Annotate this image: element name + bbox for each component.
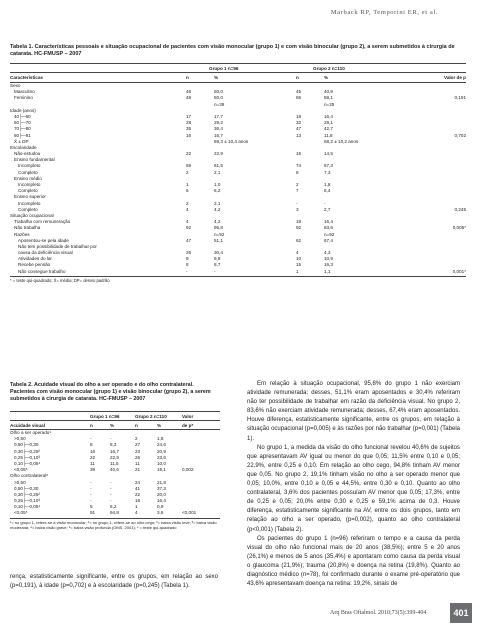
table-cell: Aposentou-se pela idade — [18, 237, 69, 243]
table-cell: 62 — [296, 237, 302, 243]
table-cell: 20,0 — [157, 491, 166, 497]
table-cell: 2 — [186, 169, 189, 175]
table1-group2-label: Grupo 2 n=110 — [313, 65, 345, 71]
table-cell: 91 — [90, 510, 96, 516]
table-cell: 8,7 — [214, 262, 221, 268]
table1-column-header — [10, 72, 466, 83]
table-cell: 0,10├─0,05⁴ — [14, 504, 41, 510]
table-cell: >0,50 — [14, 479, 26, 485]
table2-value-label: Valor — [182, 413, 194, 419]
table1-column-header-5: Valor de p — [444, 75, 466, 80]
table-cell: 9 — [186, 256, 189, 262]
table-cell: 11 — [90, 460, 95, 466]
table-cell: Completo — [18, 206, 38, 212]
table-cell: - — [186, 268, 188, 274]
table-cell: n=25 — [324, 101, 335, 107]
table-cell: 16,4 — [324, 113, 333, 119]
table-cell: 32 — [296, 120, 302, 126]
table-cell: 30,4 — [214, 250, 223, 256]
table-cell: Razões — [14, 231, 30, 237]
table2-group1-label: Grupo 1 n=96 — [90, 413, 120, 419]
table-cell: 23 — [135, 448, 141, 454]
table-cell: - — [110, 485, 112, 491]
table-cell: - — [214, 268, 216, 274]
table-cell: 4,3 — [324, 250, 331, 256]
table-cell: - — [90, 498, 92, 504]
table2-column-header-3: n — [135, 422, 138, 428]
table-cell: 0,25├─0,10³ — [14, 498, 40, 504]
table-cell: 26 — [186, 250, 192, 256]
table-cell: 8 — [90, 442, 93, 448]
table-cell: 83,6 — [324, 225, 333, 231]
table-cell: 0,191 — [454, 95, 466, 101]
table-cell: 74 — [296, 163, 302, 169]
table-cell: - — [110, 498, 112, 504]
table-cell: 26 — [135, 454, 141, 460]
table-cell: 10,9 — [324, 256, 333, 262]
table-cell: 22,9 — [110, 454, 119, 460]
table-cell: 92 — [296, 225, 302, 231]
table-cell: 8 — [296, 169, 299, 175]
table-cell: Sexo — [10, 83, 21, 88]
table2-group-header — [10, 411, 220, 420]
table-cell: 0,30├─0,25² — [14, 448, 40, 454]
table-cell: 28 — [186, 120, 192, 126]
table-cell: 36,4 — [214, 126, 223, 132]
table-cell: - — [110, 479, 112, 485]
table-cell: 0,001* — [452, 268, 466, 274]
table-cell: 17 — [186, 113, 192, 119]
table-cell: Ensino superior — [14, 194, 46, 200]
table-cell: 4 — [186, 219, 189, 225]
table-cell: Não consegue trabalho — [18, 268, 66, 274]
journal-citation: Arq Bras Oftalmol. 2010;73(5):399-404 — [330, 610, 427, 616]
table-row — [10, 269, 466, 275]
table-cell: Feminino — [14, 95, 33, 101]
table-cell: 39 — [90, 467, 96, 473]
table-cell: 1 — [186, 182, 189, 187]
table1-body — [10, 83, 466, 275]
table-cell: 4 — [135, 510, 138, 516]
table-cell: 27 — [135, 442, 141, 448]
table-cell: 11,5 — [110, 460, 119, 466]
table1-column-header-0: Características — [10, 75, 43, 80]
table1-column-header-1: n — [186, 75, 189, 80]
table-cell: 10 — [296, 256, 302, 262]
table-cell: 41 — [135, 485, 141, 491]
table-cell: 1,1 — [324, 268, 331, 274]
table-cell: 1,8 — [157, 436, 164, 442]
table-cell: 19,1 — [157, 467, 166, 473]
table-cell: 3,6 — [157, 510, 164, 516]
table-cell: 35 — [186, 126, 192, 132]
table1-group-header — [10, 63, 466, 72]
table1-caption: Tabela 1. Características pessoais e situação ocupacional de pacientes com visão monocular (grupo 1) e com visão binocular (grupo 2), a serem submetidos à cirurgia de catarata. HC-FMUSP – 2007 — [10, 44, 455, 57]
table-cell: 67,3 — [324, 163, 333, 169]
table2-column-header-1: n — [90, 422, 93, 428]
table-cell: 47 — [296, 126, 302, 132]
table-cell: Situação ocupacional — [10, 212, 54, 218]
table-cell: Recebe pensão — [18, 262, 51, 268]
table-cell: Ensino fundamental — [14, 157, 55, 163]
table-cell: 16,7 — [110, 448, 119, 454]
table-cell: 37,3 — [157, 485, 166, 491]
body-paragraph: Em relação à situação ocupacional, 95,8% do grupo 1 não exerciam atividade remunerada; desses, 51,1% eram aposentados e 30,4% referiram não ter possibilidade de trabalhar em razão da deficiência visual. No grupo 2, 83,6% não exerciam atividade remunerada; desses, 67,4% eram aposentados. Houve diferença, estatisticamente significante, entre os grupos, em relação à situação ocupacional (p=0,005) e às razões por não trabalhar (p=0,001) (Tabela 1). — [247, 381, 460, 442]
table-cell: Incompleto — [18, 163, 41, 169]
table1-column-header-3: n — [296, 75, 299, 80]
table-cell: 92 — [186, 225, 192, 231]
table-cell: Olho contralateral⁶ — [10, 473, 49, 479]
table-cell: 2,1 — [214, 200, 221, 206]
table-cell: 0,25├─0,10³ — [14, 454, 40, 460]
table-cell: 16 — [90, 448, 96, 454]
table-cell: 70├─80 — [14, 126, 31, 132]
table-cell: causa da deficiência visual — [18, 250, 73, 256]
table-cell: 2,1 — [214, 169, 221, 175]
table-cell: 21 — [135, 467, 141, 473]
table-cell: Ensino médio — [14, 175, 42, 181]
table-cell: 1 — [296, 268, 299, 274]
table-cell: 11,8 — [324, 132, 333, 138]
table1-group1-label: Grupo 1 n=96 — [209, 65, 239, 71]
table-cell: 2 — [186, 200, 189, 206]
table-cell: 6 — [186, 188, 189, 194]
table-cell: 16,3 — [324, 262, 333, 268]
table-cell: - — [296, 200, 298, 206]
table-cell: Incompleto — [18, 182, 41, 187]
table-cell: 22 — [186, 151, 192, 157]
table-cell: 4 — [296, 250, 299, 256]
table1 — [10, 63, 466, 283]
table-cell: 60├─70 — [14, 120, 31, 126]
table-cell: 18 — [296, 113, 302, 119]
table2-body — [10, 430, 220, 517]
table-cell: 40,6 — [110, 467, 119, 473]
table-cell: 1,8 — [324, 182, 331, 187]
running-head: Marback RP, Temporini ER, et al. — [330, 9, 438, 16]
table-cell: Completo — [18, 188, 38, 194]
table-cell: >0,50 — [14, 436, 26, 442]
table2-caption: Tabela 2. Acuidade visual do olho a ser operado e do olho contralateral. Pacientes com visão monocular (grupo 1) e visão binocular (grupo 2), a serem submetidos à cirurgia de catarata. HC-FMUSP – 2007 — [10, 382, 211, 402]
table-cell: Escolaridade — [10, 144, 37, 150]
table-cell: 2,7 — [324, 206, 331, 212]
table-cell: 4 — [186, 206, 189, 212]
body-text-left: rença, estatisticamente significante, entre os grupos, em relação ao sexo (p=0,191), à idade (p=0,702) e à escolaridade (p=0,245) (Tabela 1). — [10, 574, 218, 589]
table-cell: 0,005* — [452, 225, 466, 231]
table-cell: 3 — [296, 206, 299, 212]
table-cell: 29,1 — [324, 120, 333, 126]
table-cell: Não trabalha — [14, 225, 41, 231]
table-row — [10, 510, 220, 516]
table-cell: - — [90, 491, 92, 497]
table-cell: 5,2 — [110, 504, 117, 510]
table-cell: 48 — [186, 95, 192, 101]
table-cell: 6,4 — [324, 188, 331, 194]
table2-column-header-4: % — [157, 422, 162, 428]
table-cell: 8,3 — [110, 442, 117, 448]
table-cell: <0,05⁵ — [14, 467, 28, 473]
table-cell: 0,50├─0,30 — [14, 485, 39, 491]
table-cell: 0,702 — [454, 132, 466, 138]
table-cell: Trabalha com remuneração — [14, 219, 71, 225]
table-cell: Idade (anos) — [10, 107, 36, 113]
table-cell: 22,9 — [214, 151, 223, 157]
table-cell: 65 — [296, 95, 302, 101]
table2-group2-label: Grupo 2 n=110 — [135, 413, 167, 419]
page-number: 401 — [450, 603, 472, 623]
table-cell: 6,2 — [214, 188, 221, 194]
body-text-right — [247, 380, 460, 589]
table-cell: 67,4 — [324, 237, 333, 243]
table-cell: 10,0 — [157, 460, 166, 466]
table-cell: 1 — [135, 504, 138, 510]
table-cell: 51,1 — [214, 237, 223, 243]
table-cell: 2 — [135, 436, 138, 442]
table2-footnote: ¹= no grupo 1, refere-se à visão monocular; ²= no grupo 1, refere-se ao olho cego; ²= baixa visão leve; ³= baixa visão moderada; ⁴= baixa visão grave; ⁵= baixa visão profunda (OMS, 2001); * = teste qui-quadrado — [10, 518, 220, 531]
table-cell: 4,2 — [214, 219, 221, 225]
table-cell: Masculino — [14, 89, 35, 95]
table-cell: 16,4 — [157, 498, 166, 504]
table2-column-header-5: de p* — [182, 422, 194, 428]
table-cell: 69,3 ± 10,4 anos — [214, 138, 249, 144]
table-cell: 42,7 — [324, 126, 333, 132]
table-cell: 0,245 — [454, 206, 466, 212]
table-cell: 40├─60 — [14, 113, 31, 119]
table-cell: n=92 — [214, 231, 225, 237]
table-cell: 0,9 — [157, 504, 164, 510]
table-cell: n=39 — [214, 101, 225, 107]
table-cell: 68,2 ± 10,2 anos — [324, 138, 359, 144]
table-cell: Não tem possibilidade de trabalhar por — [18, 243, 97, 249]
table-cell: Incompleto — [18, 200, 41, 206]
table-cell: - — [110, 491, 112, 497]
table-cell: 11 — [135, 460, 140, 466]
table-cell: 5 — [90, 504, 93, 510]
table-cell: 45 — [296, 89, 302, 95]
table-cell: 16 — [296, 151, 302, 157]
table-cell: 61,5 — [214, 163, 223, 169]
table-cell: 50,0 — [214, 89, 223, 95]
table-cell: 0,30├─0,25² — [14, 491, 40, 497]
body-paragraph: Os pacientes do grupo 1 (n=96) referiram o tempo e a causa da perda visual do olho não funcional mais de 20 anos (38,5%); entre 5 e 20 anos (26,1%) e menos de 5 anos (35,4%) e apontaram como causa da perda visual o glaucoma (21,9%); trauma (20,8%) e doença na retina (19,8%). Quanto ao diagnóstico médico (n=78), foi confirmado durante o exame pré-operatório que 43,6% apresentavam doença na retina: 19,2%, sinais de — [247, 535, 460, 588]
table-cell: 8 — [186, 262, 189, 268]
table1-footnote: * = teste qui-quadrado; X̄= média; DP= desvio padrão — [10, 276, 466, 284]
table-cell: Atividades do lar — [18, 256, 52, 262]
table-cell: 24 — [135, 479, 141, 485]
table-cell: 2 — [296, 182, 299, 187]
table-cell: 7 — [296, 188, 299, 194]
table1-column-header-2: % — [214, 75, 219, 80]
table-cell: 9,8 — [214, 256, 221, 262]
table-cell: 18 — [135, 498, 141, 504]
table-cell: 0,002 — [182, 467, 194, 473]
table-cell: Olho a ser operado¹ — [10, 430, 51, 435]
table-cell: - — [90, 436, 92, 442]
table-cell: 17,7 — [214, 113, 223, 119]
table-cell: 20,9 — [157, 448, 166, 454]
table-cell: 16,4 — [324, 219, 333, 225]
table2-column-header-2: % — [110, 422, 115, 428]
table-cell: 4,2 — [214, 206, 221, 212]
table-cell: X̄ ± DP — [14, 138, 29, 144]
table-cell: 16,7 — [214, 132, 223, 138]
table1-column-header-4: % — [324, 75, 329, 80]
table-cell: n=92 — [324, 231, 335, 237]
table-cell: 15 — [296, 262, 302, 268]
table-cell: - — [324, 200, 326, 206]
table-cell: 29,2 — [214, 120, 223, 126]
table-cell: 16 — [186, 132, 192, 138]
table-cell: 13 — [296, 132, 302, 138]
table-cell: - — [90, 485, 92, 491]
table-cell: 94,8 — [110, 510, 119, 516]
table2 — [10, 411, 220, 530]
table-cell: 40,9 — [324, 89, 333, 95]
table-cell: - — [90, 479, 92, 485]
table-cell: 22 — [135, 491, 141, 497]
table-cell: <0,001 — [182, 510, 197, 516]
table-cell: 48 — [186, 89, 192, 95]
table-cell: 0,50├─0,30 — [14, 442, 39, 448]
table-cell: 0,10├─0,05⁴ — [14, 460, 41, 466]
table2-column-header-0: Acuidade visual — [10, 422, 45, 428]
table-cell: 47 — [186, 237, 192, 243]
table-cell: 80├─91 — [14, 132, 31, 138]
table-cell: 24,6 — [157, 442, 166, 448]
table-cell: 18 — [296, 219, 302, 225]
table-cell: 7,3 — [324, 169, 331, 175]
table-cell: 95,8 — [214, 225, 223, 231]
table-cell: 1,0 — [214, 182, 221, 187]
table-cell: 59,1 — [324, 95, 333, 101]
table-cell: Completo — [18, 169, 38, 175]
table-cell: 14,5 — [324, 151, 333, 157]
table-cell: 23,6 — [157, 454, 166, 460]
table-cell: 59 — [186, 163, 192, 169]
table-cell: 21,8 — [157, 479, 166, 485]
body-paragraph: No grupo 1, a medida da visão do olho funcional revelou 40,6% de sujeitos que apresentavam AV igual ou menor do que 0,05; 11,5% entre 0,10 e 0,05; 22,9%, entre 0,25 e 0,10. Em relação ao olho cego, 94,8% tinham AV menor que 0,05. No grupo 2, 19,1% tinham visão no olho a ser operado menor que 0,05; 10,0%, entre 0,10 e 0,05 e 44,5%, entre 0,30 e 0,10. Quanto ao olho contralateral, 3,6% dos pacientes possuíam AV menor que 0,05; 17,3%, entre de 0,25 e 0,05; 20,0% entre 0,30 e 0,25 e 59,1% acima de 0,3. Houve diferença, estatisticamente significante na AV, entre os dois grupos, tanto em relação ao olho a ser operado, (p=0,002), quanto ao olho contralateral (p<0,001) (Tabela 2). — [247, 444, 460, 533]
table-cell: 22 — [90, 454, 96, 460]
table-cell: Não-estudou — [14, 151, 41, 157]
table-cell: 50,0 — [214, 95, 223, 101]
table-cell: - — [110, 436, 112, 442]
table-cell: <0,05⁵ — [14, 510, 28, 516]
table2-column-header — [10, 420, 220, 430]
